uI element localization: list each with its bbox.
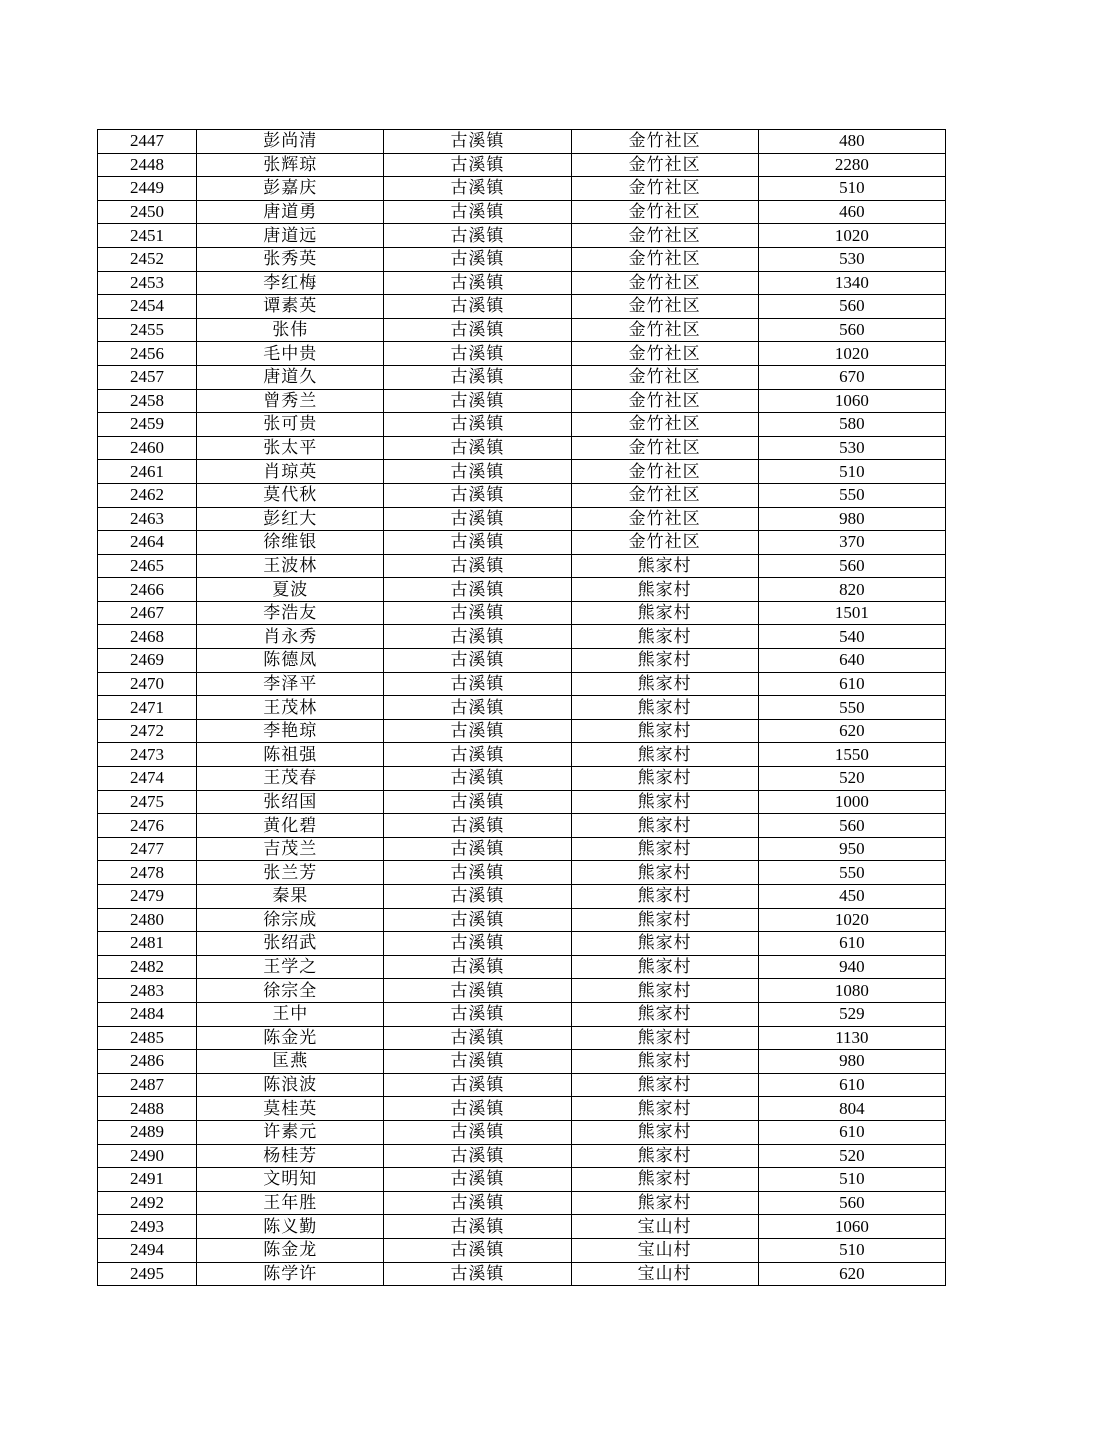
amount-cell: 560 xyxy=(758,1191,945,1215)
village-cell: 宝山村 xyxy=(571,1262,758,1286)
name-cell: 李红梅 xyxy=(197,271,384,295)
amount-cell: 2280 xyxy=(758,153,945,177)
village-cell: 熊家村 xyxy=(571,837,758,861)
row-number-cell: 2448 xyxy=(98,153,197,177)
table-row xyxy=(98,389,946,413)
name-cell: 许素元 xyxy=(197,1120,384,1144)
table-row xyxy=(98,413,946,437)
row-number-cell: 2485 xyxy=(98,1026,197,1050)
name-cell: 肖永秀 xyxy=(197,625,384,649)
village-cell: 熊家村 xyxy=(571,1026,758,1050)
name-cell: 莫桂英 xyxy=(197,1097,384,1121)
table-row xyxy=(98,1120,946,1144)
name-cell: 王茂春 xyxy=(197,767,384,791)
village-cell: 金竹社区 xyxy=(571,436,758,460)
name-cell: 陈金光 xyxy=(197,1026,384,1050)
town-cell: 古溪镇 xyxy=(384,507,571,531)
row-number-cell: 2486 xyxy=(98,1050,197,1074)
village-cell: 金竹社区 xyxy=(571,342,758,366)
amount-cell: 510 xyxy=(758,460,945,484)
row-number-cell: 2466 xyxy=(98,578,197,602)
name-cell: 张可贵 xyxy=(197,413,384,437)
town-cell: 古溪镇 xyxy=(384,247,571,271)
table-row xyxy=(98,1097,946,1121)
row-number-cell: 2455 xyxy=(98,318,197,342)
table-row xyxy=(98,1002,946,1026)
amount-cell: 529 xyxy=(758,1002,945,1026)
town-cell: 古溪镇 xyxy=(384,200,571,224)
amount-cell: 540 xyxy=(758,625,945,649)
amount-cell: 1060 xyxy=(758,1215,945,1239)
name-cell: 王学之 xyxy=(197,955,384,979)
village-cell: 金竹社区 xyxy=(571,318,758,342)
village-cell: 金竹社区 xyxy=(571,507,758,531)
town-cell: 古溪镇 xyxy=(384,719,571,743)
amount-cell: 510 xyxy=(758,1238,945,1262)
village-cell: 熊家村 xyxy=(571,908,758,932)
table-row xyxy=(98,908,946,932)
town-cell: 古溪镇 xyxy=(384,365,571,389)
amount-cell: 520 xyxy=(758,1144,945,1168)
village-cell: 金竹社区 xyxy=(571,295,758,319)
table-row xyxy=(98,224,946,248)
row-number-cell: 2457 xyxy=(98,365,197,389)
amount-cell: 510 xyxy=(758,177,945,201)
village-cell: 金竹社区 xyxy=(571,200,758,224)
name-cell: 李艳琼 xyxy=(197,719,384,743)
name-cell: 张兰芳 xyxy=(197,861,384,885)
table-row xyxy=(98,200,946,224)
row-number-cell: 2463 xyxy=(98,507,197,531)
amount-cell: 610 xyxy=(758,1073,945,1097)
amount-cell: 1020 xyxy=(758,342,945,366)
row-number-cell: 2460 xyxy=(98,436,197,460)
table-row xyxy=(98,696,946,720)
town-cell: 古溪镇 xyxy=(384,1262,571,1286)
amount-cell: 620 xyxy=(758,1262,945,1286)
table-row xyxy=(98,1168,946,1192)
town-cell: 古溪镇 xyxy=(384,1120,571,1144)
row-number-cell: 2481 xyxy=(98,932,197,956)
town-cell: 古溪镇 xyxy=(384,224,571,248)
amount-cell: 450 xyxy=(758,885,945,909)
name-cell: 张辉琼 xyxy=(197,153,384,177)
town-cell: 古溪镇 xyxy=(384,885,571,909)
row-number-cell: 2490 xyxy=(98,1144,197,1168)
name-cell: 王年胜 xyxy=(197,1191,384,1215)
row-number-cell: 2471 xyxy=(98,696,197,720)
amount-cell: 550 xyxy=(758,483,945,507)
name-cell: 陈德凤 xyxy=(197,649,384,673)
village-cell: 熊家村 xyxy=(571,979,758,1003)
name-cell: 张太平 xyxy=(197,436,384,460)
amount-cell: 1060 xyxy=(758,389,945,413)
village-cell: 熊家村 xyxy=(571,1144,758,1168)
table-row xyxy=(98,578,946,602)
village-cell: 金竹社区 xyxy=(571,460,758,484)
town-cell: 古溪镇 xyxy=(384,554,571,578)
amount-cell: 1501 xyxy=(758,601,945,625)
table-row xyxy=(98,767,946,791)
table-row xyxy=(98,460,946,484)
village-cell: 熊家村 xyxy=(571,625,758,649)
name-cell: 曾秀兰 xyxy=(197,389,384,413)
name-cell: 唐道远 xyxy=(197,224,384,248)
table-row xyxy=(98,1215,946,1239)
name-cell: 王波林 xyxy=(197,554,384,578)
row-number-cell: 2452 xyxy=(98,247,197,271)
row-number-cell: 2462 xyxy=(98,483,197,507)
town-cell: 古溪镇 xyxy=(384,1215,571,1239)
town-cell: 古溪镇 xyxy=(384,955,571,979)
table-row xyxy=(98,507,946,531)
amount-cell: 610 xyxy=(758,932,945,956)
town-cell: 古溪镇 xyxy=(384,1002,571,1026)
row-number-cell: 2482 xyxy=(98,955,197,979)
table-row xyxy=(98,483,946,507)
row-number-cell: 2479 xyxy=(98,885,197,909)
amount-cell: 950 xyxy=(758,837,945,861)
row-number-cell: 2493 xyxy=(98,1215,197,1239)
village-cell: 熊家村 xyxy=(571,955,758,979)
village-cell: 金竹社区 xyxy=(571,247,758,271)
table-row xyxy=(98,1073,946,1097)
name-cell: 徐维银 xyxy=(197,531,384,555)
amount-cell: 1000 xyxy=(758,790,945,814)
row-number-cell: 2453 xyxy=(98,271,197,295)
amount-cell: 804 xyxy=(758,1097,945,1121)
table-row xyxy=(98,531,946,555)
village-cell: 熊家村 xyxy=(571,885,758,909)
village-cell: 熊家村 xyxy=(571,672,758,696)
village-cell: 熊家村 xyxy=(571,767,758,791)
village-cell: 金竹社区 xyxy=(571,224,758,248)
name-cell: 黄化碧 xyxy=(197,814,384,838)
name-cell: 肖琼英 xyxy=(197,460,384,484)
village-cell: 熊家村 xyxy=(571,861,758,885)
row-number-cell: 2447 xyxy=(98,130,197,154)
village-cell: 熊家村 xyxy=(571,932,758,956)
row-number-cell: 2473 xyxy=(98,743,197,767)
town-cell: 古溪镇 xyxy=(384,389,571,413)
table-row xyxy=(98,790,946,814)
name-cell: 张绍国 xyxy=(197,790,384,814)
table-row xyxy=(98,625,946,649)
row-number-cell: 2484 xyxy=(98,1002,197,1026)
table-row xyxy=(98,932,946,956)
table-row xyxy=(98,955,946,979)
amount-cell: 1020 xyxy=(758,908,945,932)
row-number-cell: 2464 xyxy=(98,531,197,555)
village-cell: 金竹社区 xyxy=(571,413,758,437)
name-cell: 陈学许 xyxy=(197,1262,384,1286)
amount-cell: 530 xyxy=(758,436,945,460)
row-number-cell: 2451 xyxy=(98,224,197,248)
table-row xyxy=(98,318,946,342)
table-row xyxy=(98,295,946,319)
row-number-cell: 2472 xyxy=(98,719,197,743)
town-cell: 古溪镇 xyxy=(384,130,571,154)
amount-cell: 620 xyxy=(758,719,945,743)
table-row xyxy=(98,1144,946,1168)
name-cell: 夏波 xyxy=(197,578,384,602)
name-cell: 杨桂芳 xyxy=(197,1144,384,1168)
village-cell: 金竹社区 xyxy=(571,531,758,555)
town-cell: 古溪镇 xyxy=(384,814,571,838)
row-number-cell: 2494 xyxy=(98,1238,197,1262)
name-cell: 李泽平 xyxy=(197,672,384,696)
table-row xyxy=(98,153,946,177)
row-number-cell: 2458 xyxy=(98,389,197,413)
town-cell: 古溪镇 xyxy=(384,413,571,437)
town-cell: 古溪镇 xyxy=(384,436,571,460)
row-number-cell: 2492 xyxy=(98,1191,197,1215)
village-cell: 熊家村 xyxy=(571,554,758,578)
row-number-cell: 2478 xyxy=(98,861,197,885)
town-cell: 古溪镇 xyxy=(384,153,571,177)
town-cell: 古溪镇 xyxy=(384,295,571,319)
town-cell: 古溪镇 xyxy=(384,625,571,649)
row-number-cell: 2495 xyxy=(98,1262,197,1286)
name-cell: 陈义勤 xyxy=(197,1215,384,1239)
village-cell: 宝山村 xyxy=(571,1215,758,1239)
amount-cell: 1020 xyxy=(758,224,945,248)
row-number-cell: 2469 xyxy=(98,649,197,673)
row-number-cell: 2483 xyxy=(98,979,197,1003)
name-cell: 陈金龙 xyxy=(197,1238,384,1262)
table-row xyxy=(98,436,946,460)
village-cell: 熊家村 xyxy=(571,578,758,602)
town-cell: 古溪镇 xyxy=(384,271,571,295)
name-cell: 彭尚清 xyxy=(197,130,384,154)
village-cell: 熊家村 xyxy=(571,719,758,743)
row-number-cell: 2459 xyxy=(98,413,197,437)
town-cell: 古溪镇 xyxy=(384,908,571,932)
amount-cell: 610 xyxy=(758,1120,945,1144)
town-cell: 古溪镇 xyxy=(384,649,571,673)
table-row xyxy=(98,130,946,154)
table-row xyxy=(98,177,946,201)
row-number-cell: 2468 xyxy=(98,625,197,649)
town-cell: 古溪镇 xyxy=(384,1097,571,1121)
village-cell: 熊家村 xyxy=(571,1191,758,1215)
amount-cell: 1130 xyxy=(758,1026,945,1050)
amount-cell: 510 xyxy=(758,1168,945,1192)
amount-cell: 480 xyxy=(758,130,945,154)
village-cell: 熊家村 xyxy=(571,1002,758,1026)
row-number-cell: 2480 xyxy=(98,908,197,932)
town-cell: 古溪镇 xyxy=(384,318,571,342)
name-cell: 吉茂兰 xyxy=(197,837,384,861)
row-number-cell: 2454 xyxy=(98,295,197,319)
village-cell: 金竹社区 xyxy=(571,389,758,413)
village-cell: 金竹社区 xyxy=(571,153,758,177)
table-row xyxy=(98,271,946,295)
amount-cell: 610 xyxy=(758,672,945,696)
name-cell: 文明知 xyxy=(197,1168,384,1192)
table-row xyxy=(98,601,946,625)
name-cell: 徐宗全 xyxy=(197,979,384,1003)
name-cell: 张伟 xyxy=(197,318,384,342)
town-cell: 古溪镇 xyxy=(384,743,571,767)
row-number-cell: 2449 xyxy=(98,177,197,201)
name-cell: 唐道勇 xyxy=(197,200,384,224)
amount-cell: 560 xyxy=(758,814,945,838)
name-cell: 陈祖强 xyxy=(197,743,384,767)
row-number-cell: 2489 xyxy=(98,1120,197,1144)
village-cell: 熊家村 xyxy=(571,1050,758,1074)
table-row xyxy=(98,649,946,673)
amount-cell: 370 xyxy=(758,531,945,555)
town-cell: 古溪镇 xyxy=(384,483,571,507)
name-cell: 秦果 xyxy=(197,885,384,909)
town-cell: 古溪镇 xyxy=(384,1238,571,1262)
village-cell: 金竹社区 xyxy=(571,130,758,154)
row-number-cell: 2477 xyxy=(98,837,197,861)
village-cell: 熊家村 xyxy=(571,790,758,814)
amount-cell: 640 xyxy=(758,649,945,673)
row-number-cell: 2456 xyxy=(98,342,197,366)
table-row xyxy=(98,1191,946,1215)
town-cell: 古溪镇 xyxy=(384,1191,571,1215)
row-number-cell: 2461 xyxy=(98,460,197,484)
amount-cell: 550 xyxy=(758,861,945,885)
amount-cell: 460 xyxy=(758,200,945,224)
table-row xyxy=(98,979,946,1003)
name-cell: 王茂林 xyxy=(197,696,384,720)
town-cell: 古溪镇 xyxy=(384,342,571,366)
town-cell: 古溪镇 xyxy=(384,696,571,720)
village-cell: 宝山村 xyxy=(571,1238,758,1262)
amount-cell: 520 xyxy=(758,767,945,791)
amount-cell: 940 xyxy=(758,955,945,979)
town-cell: 古溪镇 xyxy=(384,932,571,956)
amount-cell: 670 xyxy=(758,365,945,389)
town-cell: 古溪镇 xyxy=(384,460,571,484)
table-row xyxy=(98,247,946,271)
row-number-cell: 2487 xyxy=(98,1073,197,1097)
town-cell: 古溪镇 xyxy=(384,1144,571,1168)
roster-table xyxy=(97,129,946,1286)
village-cell: 熊家村 xyxy=(571,1168,758,1192)
table-row xyxy=(98,342,946,366)
town-cell: 古溪镇 xyxy=(384,1026,571,1050)
amount-cell: 820 xyxy=(758,578,945,602)
roster-table-body xyxy=(98,130,946,1286)
amount-cell: 580 xyxy=(758,413,945,437)
name-cell: 匡燕 xyxy=(197,1050,384,1074)
town-cell: 古溪镇 xyxy=(384,672,571,696)
name-cell: 陈浪波 xyxy=(197,1073,384,1097)
name-cell: 彭红大 xyxy=(197,507,384,531)
table-row xyxy=(98,885,946,909)
town-cell: 古溪镇 xyxy=(384,601,571,625)
town-cell: 古溪镇 xyxy=(384,790,571,814)
table-row xyxy=(98,1262,946,1286)
table-row xyxy=(98,1238,946,1262)
row-number-cell: 2476 xyxy=(98,814,197,838)
name-cell: 张秀英 xyxy=(197,247,384,271)
amount-cell: 560 xyxy=(758,295,945,319)
village-cell: 熊家村 xyxy=(571,1073,758,1097)
amount-cell: 550 xyxy=(758,696,945,720)
table-row xyxy=(98,672,946,696)
village-cell: 熊家村 xyxy=(571,649,758,673)
table-row xyxy=(98,365,946,389)
village-cell: 金竹社区 xyxy=(571,365,758,389)
village-cell: 熊家村 xyxy=(571,1097,758,1121)
town-cell: 古溪镇 xyxy=(384,1073,571,1097)
amount-cell: 530 xyxy=(758,247,945,271)
name-cell: 毛中贵 xyxy=(197,342,384,366)
village-cell: 金竹社区 xyxy=(571,177,758,201)
table-row xyxy=(98,1026,946,1050)
amount-cell: 1340 xyxy=(758,271,945,295)
name-cell: 张绍武 xyxy=(197,932,384,956)
row-number-cell: 2474 xyxy=(98,767,197,791)
row-number-cell: 2491 xyxy=(98,1168,197,1192)
town-cell: 古溪镇 xyxy=(384,578,571,602)
table-row xyxy=(98,1050,946,1074)
row-number-cell: 2488 xyxy=(98,1097,197,1121)
town-cell: 古溪镇 xyxy=(384,979,571,1003)
village-cell: 金竹社区 xyxy=(571,271,758,295)
village-cell: 熊家村 xyxy=(571,743,758,767)
name-cell: 王中 xyxy=(197,1002,384,1026)
village-cell: 金竹社区 xyxy=(571,483,758,507)
town-cell: 古溪镇 xyxy=(384,1168,571,1192)
town-cell: 古溪镇 xyxy=(384,177,571,201)
table-row xyxy=(98,554,946,578)
name-cell: 李浩友 xyxy=(197,601,384,625)
name-cell: 徐宗成 xyxy=(197,908,384,932)
town-cell: 古溪镇 xyxy=(384,767,571,791)
row-number-cell: 2475 xyxy=(98,790,197,814)
row-number-cell: 2467 xyxy=(98,601,197,625)
village-cell: 熊家村 xyxy=(571,814,758,838)
table-row xyxy=(98,837,946,861)
amount-cell: 980 xyxy=(758,507,945,531)
town-cell: 古溪镇 xyxy=(384,861,571,885)
amount-cell: 1550 xyxy=(758,743,945,767)
row-number-cell: 2470 xyxy=(98,672,197,696)
table-row xyxy=(98,861,946,885)
row-number-cell: 2465 xyxy=(98,554,197,578)
name-cell: 彭嘉庆 xyxy=(197,177,384,201)
name-cell: 谭素英 xyxy=(197,295,384,319)
table-row xyxy=(98,743,946,767)
town-cell: 古溪镇 xyxy=(384,1050,571,1074)
village-cell: 熊家村 xyxy=(571,696,758,720)
amount-cell: 1080 xyxy=(758,979,945,1003)
table-row xyxy=(98,719,946,743)
table-row xyxy=(98,814,946,838)
amount-cell: 560 xyxy=(758,554,945,578)
amount-cell: 980 xyxy=(758,1050,945,1074)
name-cell: 莫代秋 xyxy=(197,483,384,507)
town-cell: 古溪镇 xyxy=(384,837,571,861)
town-cell: 古溪镇 xyxy=(384,531,571,555)
village-cell: 熊家村 xyxy=(571,601,758,625)
row-number-cell: 2450 xyxy=(98,200,197,224)
name-cell: 唐道久 xyxy=(197,365,384,389)
amount-cell: 560 xyxy=(758,318,945,342)
village-cell: 熊家村 xyxy=(571,1120,758,1144)
